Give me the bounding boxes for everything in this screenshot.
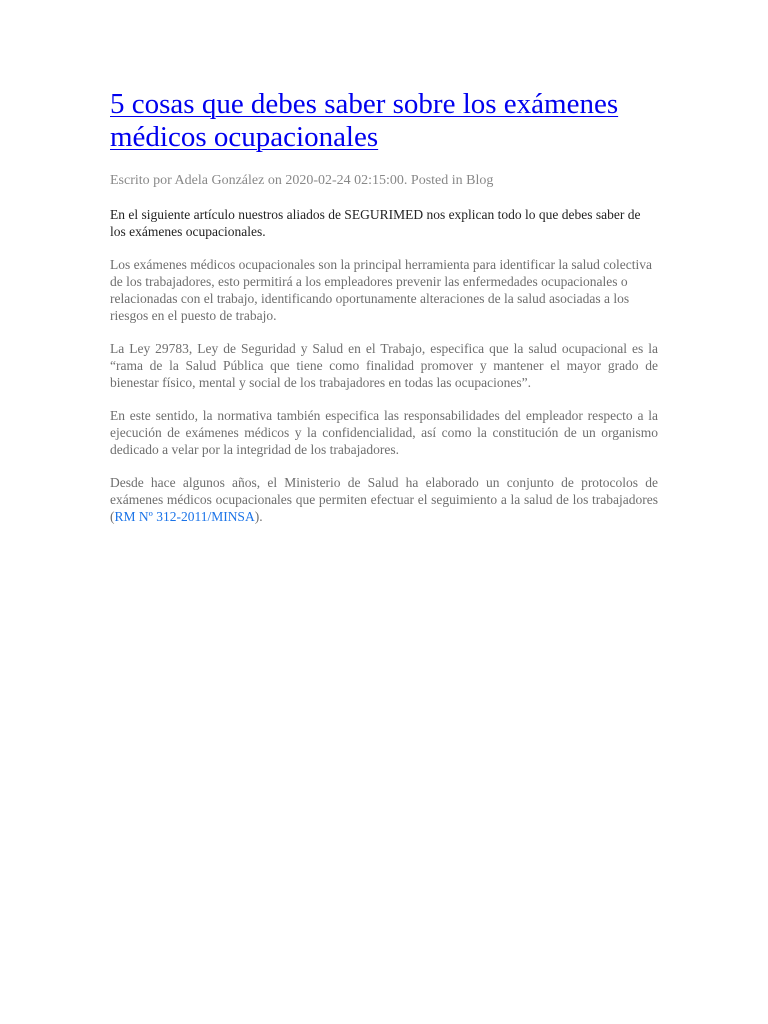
article-title — [110, 88, 658, 154]
paragraph-2: La Ley 29783, Ley de Seguridad y Salud en el Trabajo, especifica que la salud ocupacional es la “rama de la Salud Pública que tiene como finalidad promover y mantener el mayor grado de bienestar físico, mental y social de los trabajadores en todas las ocupaciones”. — [110, 341, 658, 390]
article-intro: En el siguiente artículo nuestros aliados de SEGURIMED nos explican todo lo que debes saber de los exámenes ocupacionales. — [110, 207, 641, 239]
article — [110, 88, 658, 539]
paragraph-4-text: Desde hace algunos años, el Ministerio de Salud ha elaborado un conjunto de protocolos de exámenes médicos ocupacionales que permiten efectuar el seguimiento a la salud de los trabajadores ( — [110, 475, 658, 524]
paragraph-4-end: ). — [254, 509, 263, 524]
paragraph-4 — [110, 474, 658, 525]
paragraph-1: Los exámenes médicos ocupacionales son la principal herramienta para identificar la salud colectiva de los trabajadores, esto permitirá a los empleadores prevenir las enfermedades ocupacionales o relacionadas con el trabajo, identificando oportunamente alteraciones de la salud asociadas a los riesgos en el puesto de trabajo. — [110, 257, 653, 323]
article-title-link[interactable]: 5 cosas que debes saber sobre los exámenes médicos ocupacionales — [110, 88, 619, 153]
article-meta: Escrito por Adela González on 2020-02-24 02:15:00. Posted in Blog — [110, 173, 494, 188]
rm-minsa-link[interactable]: RM Nº 312-2011/MINSA — [114, 509, 255, 524]
paragraph-3: En este sentido, la normativa también especifica las responsabilidades del empleador respecto a la ejecución de exámenes médicos y la confidencialidad, así como la constitución de un organismo dedicado a velar por la integridad de los trabajadores. — [110, 408, 658, 457]
